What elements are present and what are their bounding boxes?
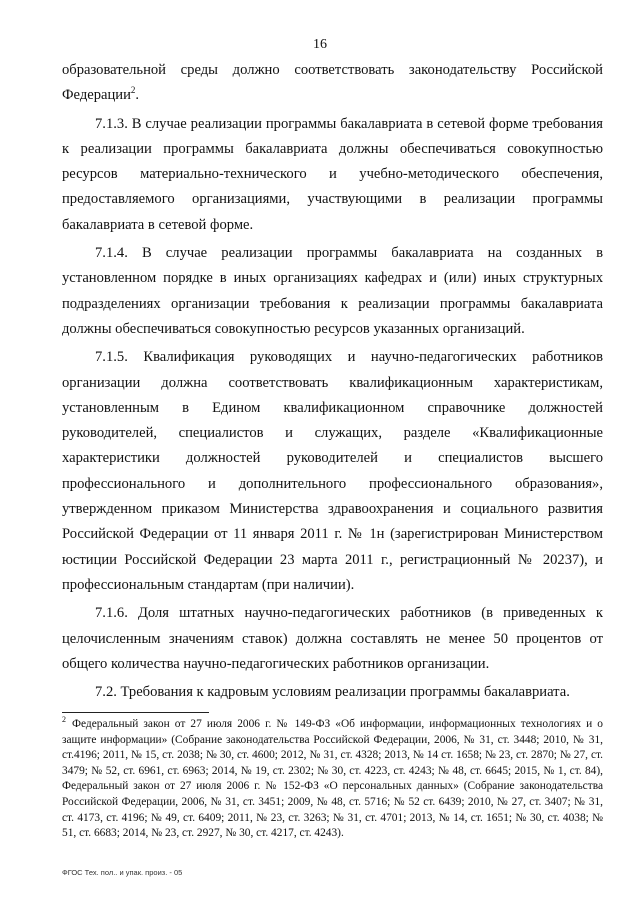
- body-text: [62, 58, 603, 705]
- paragraph-7-1-6: 7.1.6. Доля штатных научно-педагогических работников (в приведенных к целочисленным значениям ставок) должна составлять не менее 50 процентов от общего количества научно-педагогических работников организации.: [62, 605, 603, 672]
- footnote-text: Федеральный закон от 27 июля 2006 г. № 149-ФЗ «Об информации, информационных технологиях и о защите информации» (Собрание законодательства Российской Федерации, 2006, № 31, ст. 3448; 2010, № 31, ст.4196; 2011, № 15, ст. 2038; № 30, ст. 4600; 2012, № 31, ст. 4328; 2013, № 14 ст. 1658; № 23, ст. 2870; № 27, ст. 3479; № 52, ст. 6961, ст. 6963; 2014, № 19, ст. 2302; № 30, ст. 4223, ст. 4243; № 48, ст. 6645; 2015, № 1, ст. 84), Федеральный закон от 27 июля 2006 г. № 152-ФЗ «О персональных данных» (Собрание законодательства Российской Федерации, 2006, № 31, ст. 3451; 2009, № 48, ст. 5716; № 52 ст. 6439; 2010, № 27, ст. 3407; № 31, ст. 4173, ст. 4196; № 49, ст. 6409; 2011, № 23, ст. 3263; № 31, ст. 4701; 2013, № 14, ст. 1651; № 30, ст. 4038; № 51, ст. 6683; 2014, № 23, ст. 2927, № 30, ст. 4217, ст. 4243).: [62, 718, 603, 840]
- paragraph-7-1-5: 7.1.5. Квалификация руководящих и научно-педагогических работников организации должна соответствовать квалификационным характеристикам, установленным в Едином квалификационном справочнике должностей руководителей, специалистов и служащих, разделе «Квалификационные характеристики должностей руководителей и специалистов высшего профессионального и дополнительного профессионального образования», утвержденном приказом Министерства здравоохранения и социального развития Российской Федерации от 11 января 2011 г. № 1н (зарегистрирован Министерством юстиции Российской Федерации 23 марта 2011 г., регистрационный № 20237), и профессиональным стандартам (при наличии).: [62, 349, 603, 593]
- footnote-divider: [62, 712, 209, 713]
- paragraph-7-1-4: 7.1.4. В случае реализации программы бакалавриата на созданных в установленном порядке в иных организациях кафедрах и (или) иных структурных подразделениях организации требования к реализации программы бакалавриата должны обеспечиваться совокупностью ресурсов указанных организаций.: [62, 245, 603, 337]
- footnote: [62, 717, 603, 842]
- paragraph-continuation: [62, 58, 603, 109]
- footer-code: ФГОС Тех. пол.. и упак. произ. - 05: [62, 868, 183, 877]
- paragraph-text: образовательной среды должно соответствовать законодательству Российской Федерации: [62, 62, 603, 104]
- page-number: 16: [313, 37, 327, 52]
- footnote-reference[interactable]: 2: [130, 85, 136, 96]
- paragraph-7-1-3: 7.1.3. В случае реализации программы бакалавриата в сетевой форме требования к реализации программы бакалавриата должны обеспечиваться совокупностью ресурсов материально-технического и учебно-методического обеспечения, предоставляемого организациями, участвующими в реализации программы бакалавриата в сетевой форме.: [62, 115, 603, 233]
- paragraph-end: .: [135, 87, 140, 104]
- paragraph-7-2: 7.2. Требования к кадровым условиям реализации программы бакалавриата.: [95, 684, 570, 701]
- footnote-mark: 2: [62, 715, 66, 725]
